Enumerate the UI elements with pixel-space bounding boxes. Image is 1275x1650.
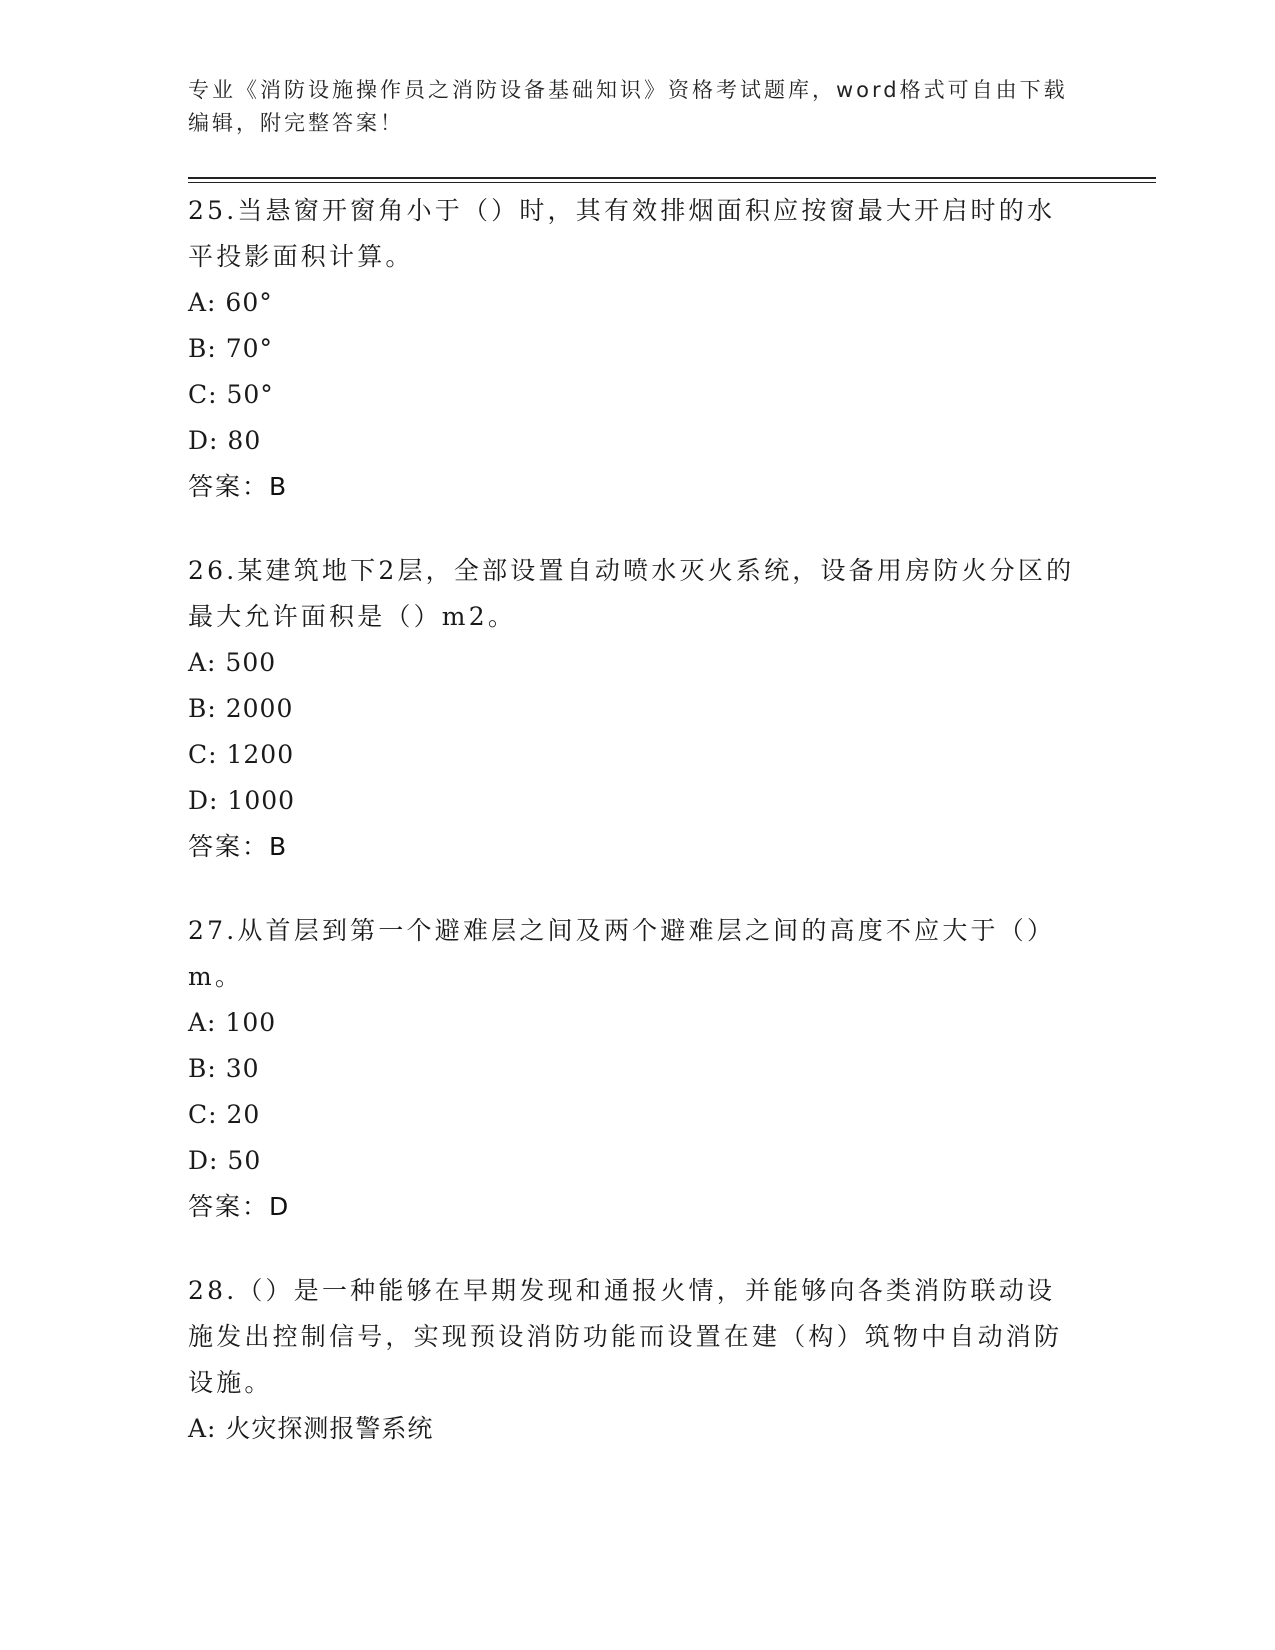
option-a: A: 500 [188, 648, 277, 677]
option-d: D: 80 [188, 426, 262, 455]
question-26 [188, 548, 1078, 870]
option-d: D: 50 [188, 1146, 262, 1175]
option-a: A: 60° [188, 288, 273, 317]
answer-line: 答案：B [188, 832, 289, 861]
option-c: C: 50° [188, 380, 274, 409]
question-text: 26.某建筑地下2层，全部设置自动喷水灭火系统，设备用房防火分区的最大允许面积是（）m2。 [188, 556, 1075, 631]
question-text: 27.从首层到第一个避难层之间及两个避难层之间的高度不应大于（）m。 [188, 916, 1056, 991]
option-b: B: 2000 [188, 694, 294, 723]
option-a: A: 火灾探测报警系统 [188, 1414, 434, 1443]
option-c: C: 1200 [188, 740, 295, 769]
question-28 [188, 1268, 1078, 1452]
question-text: 25.当悬窗开窗角小于（）时，其有效排烟面积应按窗最大开启时的水平投影面积计算。 [188, 196, 1056, 271]
page-header-text: 专业《消防设施操作员之消防设备基础知识》资格考试题库，word格式可自由下载编辑，附完整答案！ [188, 78, 1068, 135]
header-divider-thin [188, 182, 1156, 183]
answer-line: 答案：D [188, 1192, 291, 1221]
answer-line: 答案：B [188, 472, 289, 501]
header-divider-thick [188, 177, 1156, 179]
question-27 [188, 908, 1078, 1230]
question-list [188, 188, 1078, 1490]
question-25 [188, 188, 1078, 510]
option-b: B: 30 [188, 1054, 260, 1083]
option-d: D: 1000 [188, 786, 296, 815]
option-b: B: 70° [188, 334, 274, 363]
question-text: 28.（）是一种能够在早期发现和通报火情，并能够向各类消防联动设施发出控制信号，实现预设消防功能而设置在建（构）筑物中自动消防设施。 [188, 1276, 1063, 1397]
option-a: A: 100 [188, 1008, 277, 1037]
option-c: C: 20 [188, 1100, 261, 1129]
